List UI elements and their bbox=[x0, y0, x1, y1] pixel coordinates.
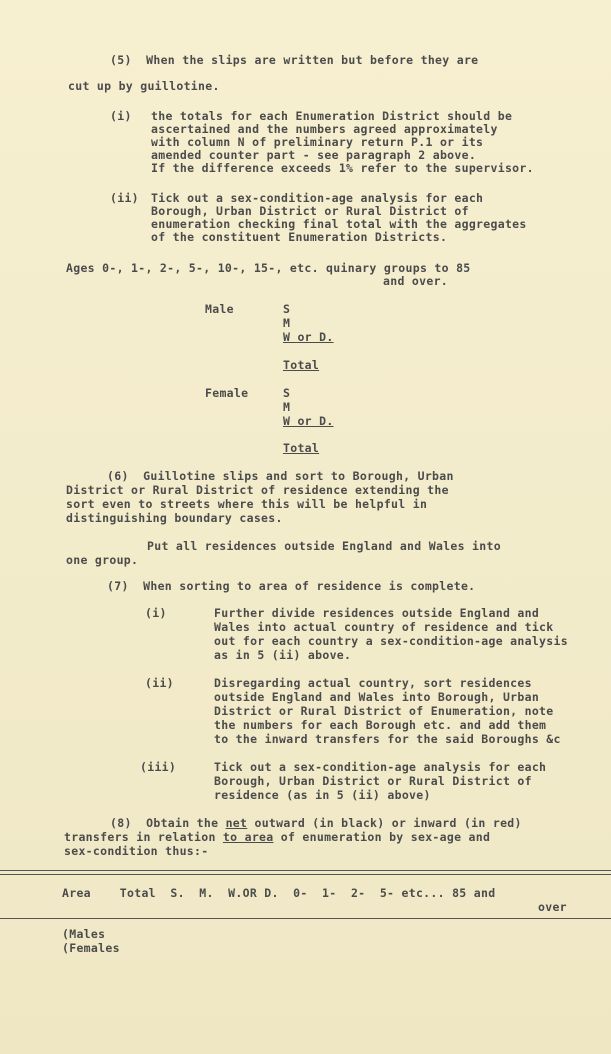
item-ii-line: Tick out a sex-condition-age analysis for each bbox=[151, 191, 484, 205]
item-i-number: (i) bbox=[110, 109, 132, 123]
para8-line2-post: of enumeration by sex-age and bbox=[273, 830, 491, 844]
item-i-line: ascertained and the numbers agreed approximately bbox=[151, 122, 498, 136]
ages-line: Ages 0-, 1-, 2-, 5-, 10-, 15-, etc. quinary groups to 85 bbox=[66, 261, 471, 275]
para7-ii-line: the numbers for each Borough etc. and add them bbox=[214, 718, 547, 732]
female-label: Female bbox=[205, 386, 249, 400]
para8-to-area: to area bbox=[222, 830, 274, 844]
table-row-label-females: (Females bbox=[62, 941, 120, 955]
para7-i-line: Further divide residences outside England and bbox=[214, 606, 540, 620]
para7-iii-line: residence (as in 5 (ii) above) bbox=[214, 788, 431, 802]
condition-married: M bbox=[283, 316, 291, 330]
para8-line1 bbox=[110, 817, 522, 830]
para6-put-line: Put all residences outside England and Wales into bbox=[147, 539, 501, 553]
para8-line2 bbox=[64, 831, 490, 844]
item-ii-line: of the constituent Enumeration Districts. bbox=[151, 230, 448, 244]
table-header: Area Total S. M. W.OR D. 0- 1- 2- 5- etc... 85 and bbox=[62, 886, 496, 900]
item-i-line: the totals for each Enumeration District should be bbox=[151, 109, 513, 123]
table-row-label-males: (Males bbox=[62, 927, 106, 941]
table-header-rule bbox=[0, 918, 611, 919]
ages-line: and over. bbox=[383, 274, 449, 288]
item-ii-line: enumeration checking final total with the aggregates bbox=[151, 217, 527, 231]
para7-ii-line: to the inward transfers for the said Boroughs &c bbox=[214, 732, 561, 746]
item-i-line: amended counter part - see paragraph 2 above. bbox=[151, 148, 477, 162]
para7-i-number: (i) bbox=[145, 606, 167, 620]
para6-line: sort even to streets where this will be helpful in bbox=[66, 497, 428, 511]
male-total: Total bbox=[283, 358, 320, 372]
para6-put-line: one group. bbox=[66, 553, 139, 567]
para7-lead: (7) When sorting to area of residence is complete. bbox=[107, 579, 476, 593]
para8-line2-pre: transfers in relation bbox=[64, 830, 223, 844]
para8-post: outward (in black) or inward (in red) bbox=[247, 816, 522, 830]
para8-line3: sex-condition thus:- bbox=[64, 844, 209, 858]
female-total: Total bbox=[283, 441, 320, 455]
table-top-rule-double bbox=[0, 874, 611, 875]
item-ii-number: (ii) bbox=[110, 191, 139, 205]
condition-married: M bbox=[283, 400, 291, 414]
condition-single: S bbox=[283, 386, 291, 400]
para7-ii-line: District or Rural District of Enumeration, note bbox=[214, 704, 554, 718]
para7-iii-line: Borough, Urban District or Rural District of bbox=[214, 774, 532, 788]
para7-iii-line: Tick out a sex-condition-age analysis for each bbox=[214, 760, 547, 774]
para6-line: (6) Guillotine slips and sort to Borough, Urban bbox=[107, 469, 454, 483]
para5-lead: (5) When the slips are written but before they are bbox=[110, 53, 479, 67]
condition-widowed-divorced: W or D. bbox=[283, 330, 334, 344]
para5-cont: cut up by guillotine. bbox=[68, 79, 220, 93]
item-i-line: with column N of preliminary return P.1 or its bbox=[151, 135, 484, 149]
para6-line: distinguishing boundary cases. bbox=[66, 511, 283, 525]
item-i-line: If the difference exceeds 1% refer to the supervisor. bbox=[151, 161, 534, 175]
item-ii-line: Borough, Urban District or Rural District of bbox=[151, 204, 469, 218]
para7-ii-number: (ii) bbox=[145, 676, 174, 690]
para8-net-emphasis: net bbox=[225, 816, 248, 830]
para7-i-line: Wales into actual country of residence and tick bbox=[214, 620, 554, 634]
para7-iii-number: (iii) bbox=[140, 760, 177, 774]
table-header-over: over bbox=[538, 900, 567, 914]
condition-single: S bbox=[283, 302, 291, 316]
para7-i-line: as in 5 (ii) above. bbox=[214, 648, 352, 662]
para8-pre: (8) Obtain the bbox=[110, 816, 226, 830]
para7-i-line: out for each country a sex-condition-age analysis bbox=[214, 634, 568, 648]
male-label: Male bbox=[205, 302, 234, 316]
para7-ii-line: Disregarding actual country, sort residences bbox=[214, 676, 532, 690]
table-top-rule bbox=[0, 870, 611, 871]
condition-widowed-divorced: W or D. bbox=[283, 414, 334, 428]
para6-line: District or Rural District of residence extending the bbox=[66, 483, 449, 497]
para7-ii-line: outside England and Wales into Borough, Urban bbox=[214, 690, 540, 704]
